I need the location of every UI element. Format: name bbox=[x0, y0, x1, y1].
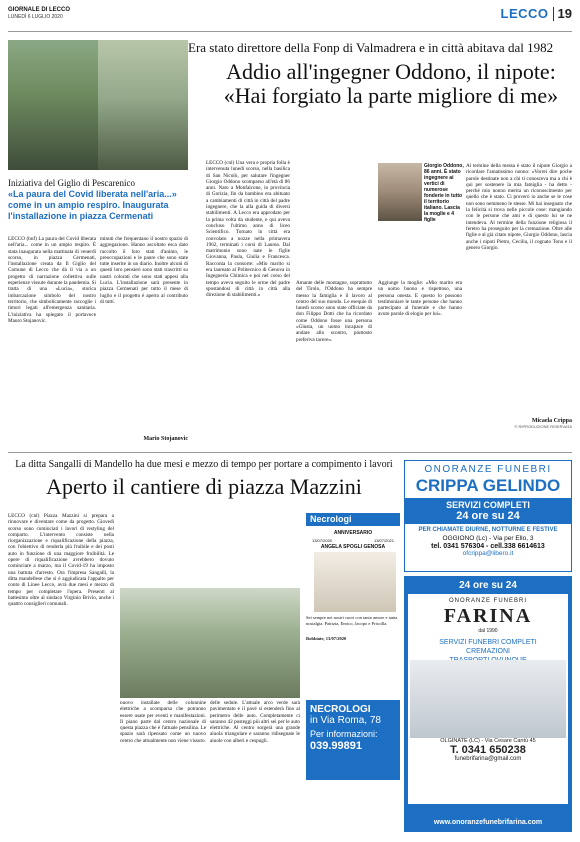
portrait-photo bbox=[378, 163, 422, 221]
masthead bbox=[8, 6, 572, 32]
necrologi-header: Necrologi bbox=[306, 513, 400, 526]
ad-farina-phone: T. 0341 650238 bbox=[450, 744, 526, 756]
side-article-column-2: minuti che frequentano il nostro spazio di aggregazione. Hanno ascoltato esca dato raccolto il loro stati d'animo, le preoccupazioni e le paure che sono state tutte inserite in un diario. Inoltre alcuni di questi loro pensieri sono stati trascritti su nastri colorati che sono stati appesi alla Lucia. L'installazione sarà presente in piazza Cermenati per tutto il mese di luglio e il progetto è aperto al contributo di tutti. bbox=[100, 236, 188, 305]
rights-notice: © RIPRODUZIONE RISERVATA bbox=[514, 424, 572, 429]
ad-farina-logo: FARINA bbox=[443, 605, 533, 627]
side-article-signature: Mario Stojanovic bbox=[143, 436, 188, 442]
anniversary-dates bbox=[306, 538, 400, 543]
ad-farina-email: funebrifarina@gmail.com bbox=[454, 756, 522, 762]
necrologi-box-address: in Via Roma, 78 bbox=[310, 715, 381, 726]
ad-farina-on: ONORANZE FUNEBRI bbox=[448, 598, 527, 604]
anniversary-label: ANNIVERSARIO bbox=[333, 530, 373, 536]
top-article-column-1: LECCO (cnl) Una vera e propria folla è intervenuta lunedì scorso, nella basilica di San Nicolò, per salutare l'ingegner Giorgio Oddono scomparso all'età di 86 anni. Nato a Monfalcone, in provincia di Gorizia, fin da bambino era abituato a cambiamenti di città in città del padre ingegnere, che la alla guida di diversi stabilimenti. A Lecco era approdato per la prima volta da studente, e qui aveva concluso l'ultimo anno di liceo Scientifico. Tornato in città era convolato a nozze nella primavera 1962, terminati i corsi di Laurea. Dal matrimonio sono nate le figlie Giovanna, Paola, Giulia e Francesca. Racconta la consorte: «Mio marito si era laureato al Politecnico di Genova in Ingegneria Chimica e poi nel corso del tempo aveva seguito le orme del padre spostandosi di città in città alla direzione di stabilimenti.» bbox=[206, 160, 290, 299]
ad-farina-top: 24 ore su 24 bbox=[459, 580, 517, 591]
installation-photo-right bbox=[98, 40, 188, 170]
ad-crippa-address: OGGIONO (Lc) - Via per Ello, 3 bbox=[442, 535, 534, 542]
ad-farina-storefront-photo bbox=[410, 660, 566, 738]
issue-date: LUNEDÌ 6 LUGLIO 2020 bbox=[8, 14, 63, 20]
ad-farina-service: CREMAZIONI bbox=[466, 648, 510, 655]
newspaper-logo: GIORNALE DI LECCO bbox=[8, 7, 71, 13]
ad-crippa-gelindo bbox=[404, 460, 572, 572]
ad-farina-website: www.onoranzefunebrifarina.com bbox=[433, 819, 543, 826]
section-name: LECCO bbox=[500, 6, 549, 21]
side-article-headline: «La paura del Covid liberata nell'aria...» come in un ampio respiro. Inaugurata l'installazione in piazza Cermenati bbox=[8, 189, 177, 221]
ad-crippa-email: ofcrippa@libero.it bbox=[462, 550, 514, 557]
second-article-column-3: delle sedute. L'attuale arco verde sarà pavimentato e il pavé si estenderà fino al perimetro delle auto. Completamente ci saranno 42 posteggi più altri sei per le auto elettriche. Al centro sorgerà una grande aiuola triangolare e saranno ridisegnate le aiuole con alberi e cespugli. bbox=[210, 700, 300, 744]
necrologi-place-date: Robbiate, 13/07/2020 bbox=[306, 636, 347, 641]
necrologi-box-info: Per informazioni: bbox=[310, 729, 378, 739]
top-article-column-3: Aggiunge la moglie: «Mio marito era un uomo buono e rispettoso, una persona onesta. E questo lo possono testimoniare le tante persone che hanno partecipato al funerale e che hanno avuto parole di elogio per lui». bbox=[378, 280, 462, 318]
ad-crippa-band bbox=[405, 498, 571, 524]
second-article-kicker: La ditta Sangalli di Mandello ha due mesi e mezzo di tempo per portare a compimento i lavori bbox=[15, 459, 393, 470]
necrologi-box-phone: 039.99891 bbox=[310, 740, 362, 752]
ad-farina-address: OLGINATE (LC) - Via Cesare Cantù 45 bbox=[440, 738, 536, 744]
portrait-caption: Giorgio Oddono, 86 anni. È stato ingegnere ai vertici di numerose fonderie in tutto il territorio italiano. Lascia la moglie e 4 figlie bbox=[424, 163, 464, 223]
top-article-headline: Addio all'ingegner Oddono, il nipote: «Hai forgiato la parte migliore di me» bbox=[223, 59, 559, 108]
date-right: 13/07/2021 bbox=[373, 538, 394, 543]
side-article-column-1: LECCO (bnf) La paura del Covid liberata nell'aria... come in un ampio respiro. È stata inaugurata nella mattinata di venerdì scorso, in piazza Cermenati, l'installazione creata da Il Giglio del Comune di Lecco che dà il via a un progetto di narrazione collettiva sulle esperienze vissute durante la pandemia. Si tratta di una «Lucia», storica imbarcazione simbolo del nostro territorio, che simbolicamente raccoglie i timori legati all'emergenza sanitaria. L'iniziativa ha spiegato il portavoce Mauro Stojanovic. bbox=[8, 236, 96, 324]
ad-crippa-band-line1: SERVIZI COMPLETI bbox=[446, 500, 530, 510]
signature-name: Micaela Crippa bbox=[531, 418, 572, 424]
section-divider bbox=[8, 452, 572, 453]
divider bbox=[553, 7, 554, 21]
second-article-column-1: LECCO (cnl) Piazza Mazzini si prepara a rinnovare e diventare come da progetto. Giovedì scorso sono cominciati i lavori di restyling del comparto. L'intervento consiste nella riorganizzazione e riqualificazione della piazza, con l'obiettivo di renderla più fruibile e dei posti auto in funzione di una maggiore fruibilità. Le opere di riqualificazione avrebbero dovuto cominciare a marzo, ma il Covid-19 ha imposto una battuta d'arresto. Ora l'impresa Sangalli, la ditta mandellese che si è aggiudicata l'appalto per conto di Linee Lecco, avrà due mesi e mezzo di tempo per completare l'opera. Presenti al battesimo oltre al sindaco Virginio Brivio, anche i quattro consiglieri comunali. bbox=[8, 513, 114, 608]
ad-crippa-hours: PER CHIAMATE DIURNE, NOTTURNE E FESTIVE bbox=[418, 527, 558, 533]
date-left: 13/07/2020 bbox=[312, 538, 333, 543]
installation-photo-left bbox=[8, 40, 98, 170]
ad-crippa-top: ONORANZE FUNEBRI bbox=[424, 464, 552, 475]
ad-crippa-name: CRIPPA GELINDO bbox=[415, 476, 561, 495]
ad-farina-since: dal 1990 bbox=[478, 628, 498, 634]
necrologi-box-title: NECROLOGI bbox=[310, 704, 371, 715]
construction-site-photo bbox=[120, 588, 300, 698]
top-article-signature bbox=[510, 418, 572, 429]
side-article-kicker: Iniziativa del Giglio di Pescarenico bbox=[8, 178, 135, 188]
deceased-photo bbox=[314, 552, 396, 612]
ad-farina-service: SERVIZI FUNEBRI COMPLETI bbox=[439, 639, 537, 646]
page-number: 19 bbox=[557, 6, 572, 21]
necrologi-message: Sei sempre nei nostri cuori con tanto amore e tanta nostalgia. Patrizia, Enrico, Jacopo e Priscilla. bbox=[306, 615, 398, 626]
top-article-kicker: Era stato direttore della Fonp di Valmadrera e in città abitava dal 1982 bbox=[188, 40, 554, 55]
deceased-name: ANGELA SPOGLI GENOSA bbox=[320, 544, 386, 550]
top-article-column-2: Amante delle montagne, soprattutto del Tirolo, l'Oddono ha sempre messo la famiglia e il lavoro al centro del suo mondo. Le esequie di lunedì scorso sono state officiate da don Filippo Dotti che ha ricordato come Oddono fosse una persona «Giusta, un uomo incapace di andare allo scontro, piuttosto preferiva tacere». bbox=[296, 280, 372, 343]
section-info bbox=[501, 6, 572, 21]
ad-crippa-phone: tel. 0341 576304 - cell.338 6614613 bbox=[431, 543, 545, 550]
second-article-column-2: nuovo installate delle colonnine elettriche a scomparsa che potranno essere usate per eventi e manifestazioni. Il piano parte dal centro nazionale di questa piazza che è l'attuale pensilina. Le spazio sarà ripensato come un nuovo centro che attualmente non viene vissuto. bbox=[120, 700, 206, 744]
ad-crippa-band-line2: 24 ore su 24 bbox=[456, 510, 520, 522]
second-article-headline: Aperto il cantiere di piazza Mazzini bbox=[46, 474, 362, 499]
necrologi-info-box bbox=[306, 700, 400, 780]
top-article-column-4: Al termine della messa è stato il nipote Giorgio a ricordare l'amatissimo nonno: «Vorrei dire poche parole destinate non a chi ti conosceva ma a chi è qui per sostenere la mia famiglia - ha detto - perché mio nonno merita un riconoscimento per quello che è stato. Ci proverò io anche se le cose non sono nemmeno le stesse. Mi hai insegnato che la felicità si trova nelle piccole cose: mangiando con le persone che ami e di questo lui se ne intendeva. Al termine della funzione religiosa il feretro ha proseguito per la cremazione. Oltre alle figlie e al già citato nipote, Giorgio Oddono, lascia anche i nipoti Pietro, Cecilia, il cognato Tono e il genero Giorgio. bbox=[466, 163, 572, 251]
